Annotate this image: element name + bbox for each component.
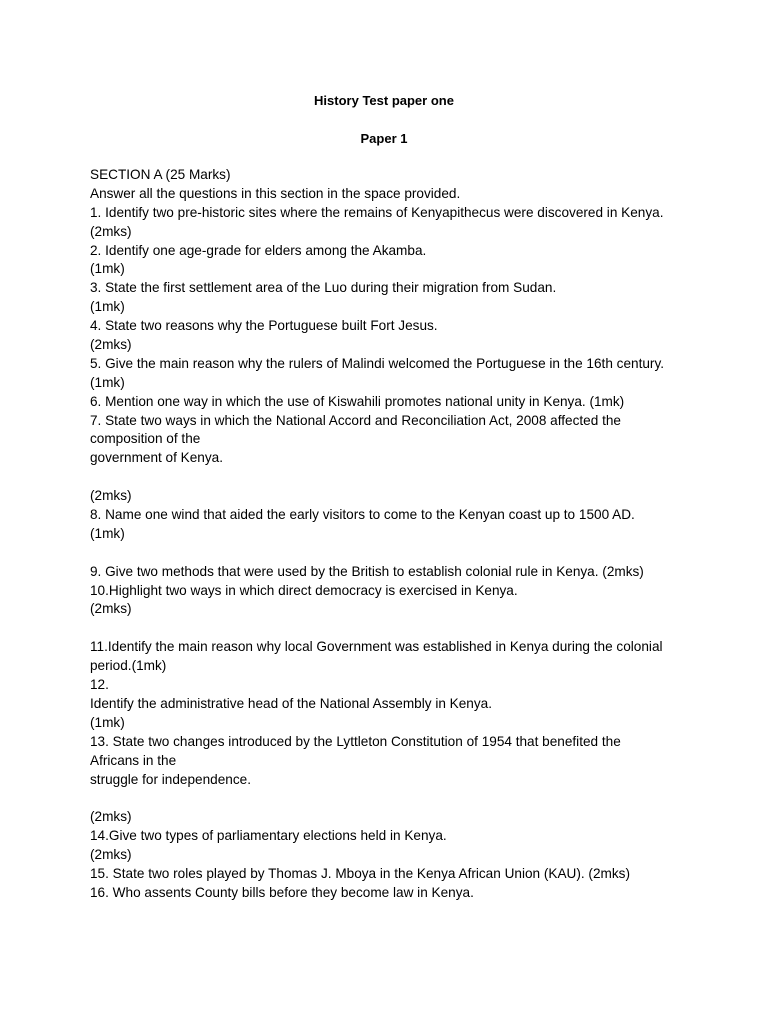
text-line: (1mk) [90,525,125,541]
text-line: Answer all the questions in this section in the space provided. [90,185,461,201]
text-line: struggle for independence. [90,771,251,787]
text-line: 12. [90,677,109,693]
text-line: 10.Highlight two ways in which direct democracy is exercised in Kenya. [90,582,518,598]
blank-line [90,544,690,563]
text-line: Africans in the [90,752,177,768]
text-line: (2mks) [90,223,132,239]
text-line: 11.Identify the main reason why local Government was established in Kenya during the colonial [90,639,663,655]
text-line: (2mks) [90,601,132,617]
text-line: 2. Identify one age-grade for elders among the Akamba. [90,242,427,258]
document-body [90,166,690,903]
document-subtitle: Paper 1 [360,131,408,146]
blank-line [90,468,690,487]
blank-line [90,789,690,808]
text-line: (1mk) [90,714,125,730]
text-line: 14.Give two types of parliamentary elections held in Kenya. [90,828,447,844]
text-line: period.(1mk) [90,658,167,674]
text-line: 3. State the first settlement area of the Luo during their migration from Sudan. [90,280,557,296]
text-line: (2mks) [90,847,132,863]
text-line: 16. Who assents County bills before they become law in Kenya. [90,884,474,900]
text-line: 5. Give the main reason why the rulers of Malindi welcomed the Portuguese in the 16th century. [90,355,665,371]
text-line: (2mks) [90,337,132,353]
text-line: 6. Mention one way in which the use of Kiswahili promotes national unity in Kenya. (1mk) [90,393,625,409]
text-line: (1mk) [90,374,125,390]
document-title: History Test paper one [314,93,454,108]
text-line: 8. Name one wind that aided the early visitors to come to the Kenyan coast up to 1500 AD. [90,507,635,523]
text-line: 15. State two roles played by Thomas J. Mboya in the Kenya African Union (KAU). (2mks) [90,865,630,881]
text-line: (1mk) [90,261,125,277]
text-line: composition of the [90,431,201,447]
text-line: SECTION A (25 Marks) [90,167,231,182]
text-line: 4. State two reasons why the Portuguese built Fort Jesus. [90,318,438,334]
blank-line [90,619,690,638]
text-line: 1. Identify two pre-historic sites where the remains of Kenyapithecus were discovered in Kenya. [90,204,664,220]
text-line: 13. State two changes introduced by the Lyttleton Constitution of 1954 that benefited the [90,733,621,749]
text-line: (2mks) [90,488,132,504]
text-line: 7. State two ways in which the National Accord and Reconciliation Act, 2008 affected the [90,412,621,428]
text-line: (1mk) [90,299,125,315]
text-line: government of Kenya. [90,450,223,466]
text-line: 9. Give two methods that were used by the British to establish colonial rule in Kenya. (2mks) [90,563,644,579]
text-line: Identify the administrative head of the National Assembly in Kenya. [90,695,492,711]
text-line: (2mks) [90,809,132,825]
